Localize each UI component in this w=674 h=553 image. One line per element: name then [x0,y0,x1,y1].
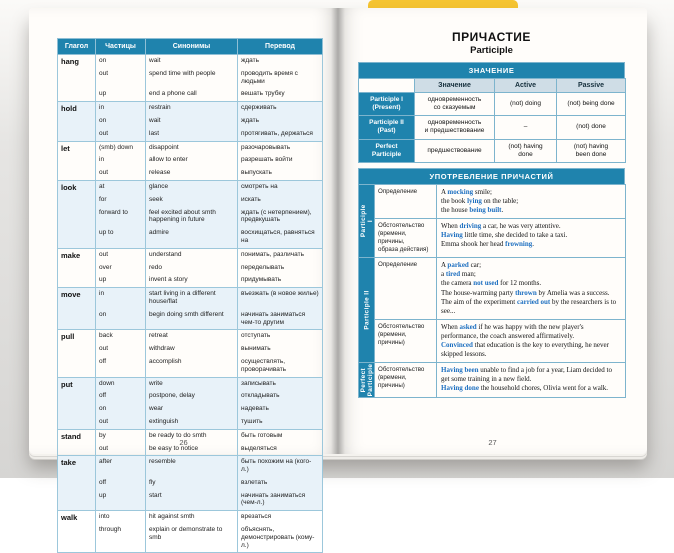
highlighted-word: Convinced [441,341,473,350]
translation-cell: въезжать (в новое жилье) [238,288,323,309]
translation-cell: быть готовым [238,429,323,442]
synonym-cell: feel excited about smth happening in future [146,207,238,228]
particle-cell: by [96,429,146,442]
synonym-cell: admire [146,227,238,248]
usage-table [358,184,626,398]
particle-cell: off [96,477,146,490]
usage-band-title: УПОТРЕБЛЕНИЕ ПРИЧАСТИЙ [358,168,625,184]
highlighted-word: parked [447,261,469,270]
passive-form-cell: (not) having been done [557,139,626,162]
highlighted-word: mocking [447,187,474,196]
usage-group-label-cell [359,363,375,397]
usage-role-cell: Определение [375,184,437,218]
example-text: unable to find a job for a year, Liam decided to get some training in a new field. [441,366,612,384]
translation-cell: переделывать [238,262,323,275]
particle-cell: out [96,248,146,261]
passive-form-cell: (not) done [557,116,626,139]
synonym-cell: allow to enter [146,154,238,167]
active-form-cell: (not) having done [495,139,557,162]
particle-cell: out [96,128,146,141]
particle-cell: into [96,511,146,524]
active-form-cell: – [495,116,557,139]
example-text: on the table; the house [441,196,519,214]
particle-cell: on [96,403,146,416]
phrasal-verb-row [58,262,323,275]
synonym-cell: resemble [146,456,238,477]
translation-cell: восхищаться, равняться на [238,227,323,248]
participle-type-cell: Participle I (Present) [359,93,415,116]
meaning-column-header [359,79,415,93]
particle-cell: up [96,88,146,101]
synonym-cell: start [146,490,238,511]
translation-cell: проводить время с людьми [238,68,323,89]
page-title-ru: ПРИЧАСТИЕ [452,30,531,44]
translation-cell: объяснять, демонстрировать (кому-л.) [238,524,323,553]
phrasal-verb-row [58,524,323,553]
synonym-cell: fly [146,477,238,490]
usage-row [359,319,626,362]
particle-cell: on [96,55,146,68]
synonym-cell: invent a story [146,274,238,287]
translation-cell: откладывать [238,390,323,403]
particle-cell: out [96,167,146,180]
phrasal-verb-row [58,141,323,154]
translation-cell: ждать [238,115,323,128]
phrasal-verb-row [58,55,323,68]
synonym-cell: begin doing smth different [146,309,238,330]
left-page [29,8,338,549]
usage-row [359,184,626,218]
translation-cell: выделяться [238,443,323,456]
translation-cell: смотреть на [238,180,323,193]
meaning-column-header: Значение [415,79,495,93]
meaning-row [359,139,626,162]
verb-cell: look [58,180,96,248]
particle-cell: off [96,390,146,403]
example-text: car; a [441,261,482,279]
translation-cell: осуществлять, проворачивать [238,356,323,377]
phrasal-verb-row [58,356,323,377]
passive-form-cell: (not) being done [557,93,626,116]
translation-cell: вынимать [238,343,323,356]
particle-cell: out [96,343,146,356]
highlighted-word: being built [469,205,502,214]
column-header: Перевод [238,39,323,55]
active-form-cell: (not) doing [495,93,557,116]
translation-cell: врезаться [238,511,323,524]
phrasal-verb-row [58,477,323,490]
right-page [338,8,647,454]
phrasal-verb-row [58,115,323,128]
phrasal-verb-row [58,456,323,477]
particle-cell: after [96,456,146,477]
particle-cell: out [96,416,146,429]
meaning-band-title: ЗНАЧЕНИЕ [358,62,625,78]
phrasal-verb-row [58,343,323,356]
synonym-cell: be easy to notice [146,443,238,456]
example-text: A [441,187,448,196]
page-number-right: 27 [488,438,497,447]
synonym-cell: glance [146,180,238,193]
synonym-cell: understand [146,248,238,261]
verb-cell: pull [58,330,96,377]
example-text: A [441,261,448,270]
example-text: by Amelia was a success. The aim of the experiment [441,288,610,306]
verb-cell: make [58,248,96,287]
translation-cell: записывать [238,377,323,390]
phrasal-verb-row [58,102,323,115]
synonym-cell: last [146,128,238,141]
meaning-table [358,78,626,163]
phrasal-verb-row [58,330,323,343]
phrasal-verbs-table [57,38,323,553]
translation-cell: начинать заниматься (чем-л.) [238,490,323,511]
translation-cell: придумывать [238,274,323,287]
translation-cell: сдерживать [238,102,323,115]
particle-cell: down [96,377,146,390]
example-text: if he was happy with the new player's performance, the coach answered affirmatively. [441,322,584,340]
synonym-cell: wait [146,55,238,68]
usage-group-label: Perfect Participle [359,363,374,397]
particle-cell: on [96,309,146,330]
example-text: by the researchers is to see... [441,297,617,315]
synonym-cell: wear [146,403,238,416]
phrasal-verb-row [58,180,323,193]
synonym-cell: restrain [146,102,238,115]
usage-group-label-cell [359,258,375,363]
usage-role-cell: Обстоятельство (времени, причины, образа действия) [375,219,437,258]
translation-cell: разрешать войти [238,154,323,167]
example-text: . [501,205,504,214]
synonym-cell: write [146,377,238,390]
phrasal-verb-row [58,227,323,248]
usage-role-cell: Обстоятельство (времени, причины) [375,363,437,397]
particle-cell: on [96,115,146,128]
translation-cell: вешать трубку [238,88,323,101]
usage-group-label-cell [359,184,375,258]
phrasal-verbs-header-row [58,39,323,55]
highlighted-word: driving [459,222,482,231]
usage-examples-cell [437,319,626,362]
synonym-cell: start living in a different house/flat [146,288,238,309]
participle-type-cell: Participle II (Past) [359,116,415,139]
translation-cell: тушить [238,416,323,429]
phrasal-verb-row [58,416,323,429]
usage-role-cell: Определение [375,258,437,320]
highlighted-word: tired [445,270,461,279]
particle-cell: out [96,68,146,89]
verb-cell: let [58,141,96,180]
particle-cell: out [96,443,146,456]
page-number-left: 26 [179,438,188,447]
synonym-cell: accomplish [146,356,238,377]
usage-examples-cell [437,363,626,397]
usage-role-cell: Обстоятельство (времени, причины) [375,319,437,362]
verb-cell: take [58,456,96,511]
example-text: that education is the key to everything, he never skipped lessons. [441,341,609,359]
verb-cell: hold [58,102,96,141]
phrasal-verb-row [58,309,323,330]
synonym-cell: disappoint [146,141,238,154]
particle-cell: forward to [96,207,146,228]
phrasal-verb-row [58,167,323,180]
synonym-cell: withdraw [146,343,238,356]
particle-cell: back [96,330,146,343]
verb-cell: walk [58,511,96,553]
particle-cell: (smb) down [96,141,146,154]
usage-row [359,258,626,320]
translation-cell: ждать [238,55,323,68]
translation-cell: отступать [238,330,323,343]
particle-cell: up [96,490,146,511]
page-title-en: Participle [470,45,513,56]
synonym-cell: be ready to do smth [146,429,238,442]
phrasal-verb-row [58,207,323,228]
synonym-cell: retreat [146,330,238,343]
usage-row [359,219,626,258]
highlighted-word: not used [473,279,499,288]
usage-examples-cell [437,184,626,218]
synonym-cell: end a phone call [146,88,238,101]
highlighted-word: asked [459,322,477,331]
meaning-cell: одновременность со сказуемым [415,93,495,116]
particle-cell: in [96,102,146,115]
example-text: smile; the book [441,187,492,205]
highlighted-word: Having been [441,366,479,375]
verb-cell: stand [58,429,96,456]
synonym-cell: release [146,167,238,180]
example-text: . [532,240,535,249]
book-spread [29,8,647,549]
example-text: When [441,322,460,331]
example-text: for 12 months. The house-warming party [441,279,542,297]
translation-cell: выпускать [238,167,323,180]
meaning-cell: предшествование [415,139,495,162]
phrasal-verb-row [58,128,323,141]
translation-cell: начинать заниматься чем-то другим [238,309,323,330]
meaning-cell: одновременность и предшествование [415,116,495,139]
synonym-cell: extinguish [146,416,238,429]
highlighted-word: thrown [515,288,537,297]
usage-examples-cell [437,219,626,258]
phrasal-verb-row [58,88,323,101]
phrasal-verb-row [58,390,323,403]
particle-cell: in [96,154,146,167]
particle-cell: up to [96,227,146,248]
verb-cell: move [58,288,96,330]
participle-type-cell: Perfect Participle [359,139,415,162]
particle-cell: for [96,194,146,207]
translation-cell: ждать (с нетерпением), предвкушать [238,207,323,228]
highlighted-word: Having done [441,384,479,393]
column-header: Синонимы [146,39,238,55]
synonym-cell: seek [146,194,238,207]
usage-examples-cell [437,258,626,320]
phrasal-verb-row [58,248,323,261]
example-text: When [441,222,460,231]
particle-cell: at [96,180,146,193]
phrasal-verb-row [58,274,323,287]
highlighted-word: carried out [517,297,551,306]
example-text: the household chores, Olivia went for a walk. [478,384,609,393]
translation-cell: протягивать, держаться [238,128,323,141]
verb-cell: put [58,377,96,429]
phrasal-verb-row [58,403,323,416]
synonym-cell: explain or demonstrate to smb [146,524,238,553]
phrasal-verb-row [58,377,323,390]
usage-group-label: Participle II [363,290,370,330]
particle-cell: through [96,524,146,553]
example-text: man; the camera [441,270,476,288]
synonym-cell: redo [146,262,238,275]
highlighted-word: lying [467,196,482,205]
meaning-column-header: Active [495,79,557,93]
phrasal-verb-row [58,511,323,524]
translation-cell: быть похожим на (кого-л.) [238,456,323,477]
verb-cell: hang [58,55,96,102]
phrasal-verb-row [58,490,323,511]
translation-cell: надевать [238,403,323,416]
particle-cell: up [96,274,146,287]
synonym-cell: hit against smth [146,511,238,524]
synonym-cell: wait [146,115,238,128]
meaning-header-row [359,79,626,93]
column-header: Глагол [58,39,96,55]
particle-cell: off [96,356,146,377]
meaning-column-header: Passive [557,79,626,93]
particle-cell: over [96,262,146,275]
particle-cell: in [96,288,146,309]
meaning-row [359,116,626,139]
translation-cell: понимать, различать [238,248,323,261]
translation-cell: искать [238,194,323,207]
phrasal-verb-row [58,194,323,207]
synonym-cell: spend time with people [146,68,238,89]
usage-row [359,363,626,397]
usage-group-label: Participle I [359,204,374,238]
translation-cell: разочаровывать [238,141,323,154]
highlighted-word: frowning [505,240,533,249]
highlighted-word: Having [441,231,463,240]
synonym-cell: postpone, delay [146,390,238,403]
example-text: a car, he was very attentive. [483,222,561,231]
example-text: little time, she decided to take a taxi. Emma shook her head [441,231,568,249]
phrasal-verb-row [58,68,323,89]
column-header: Частицы [96,39,146,55]
phrasal-verb-row [58,154,323,167]
phrasal-verb-row [58,288,323,309]
meaning-row [359,93,626,116]
translation-cell: взлетать [238,477,323,490]
